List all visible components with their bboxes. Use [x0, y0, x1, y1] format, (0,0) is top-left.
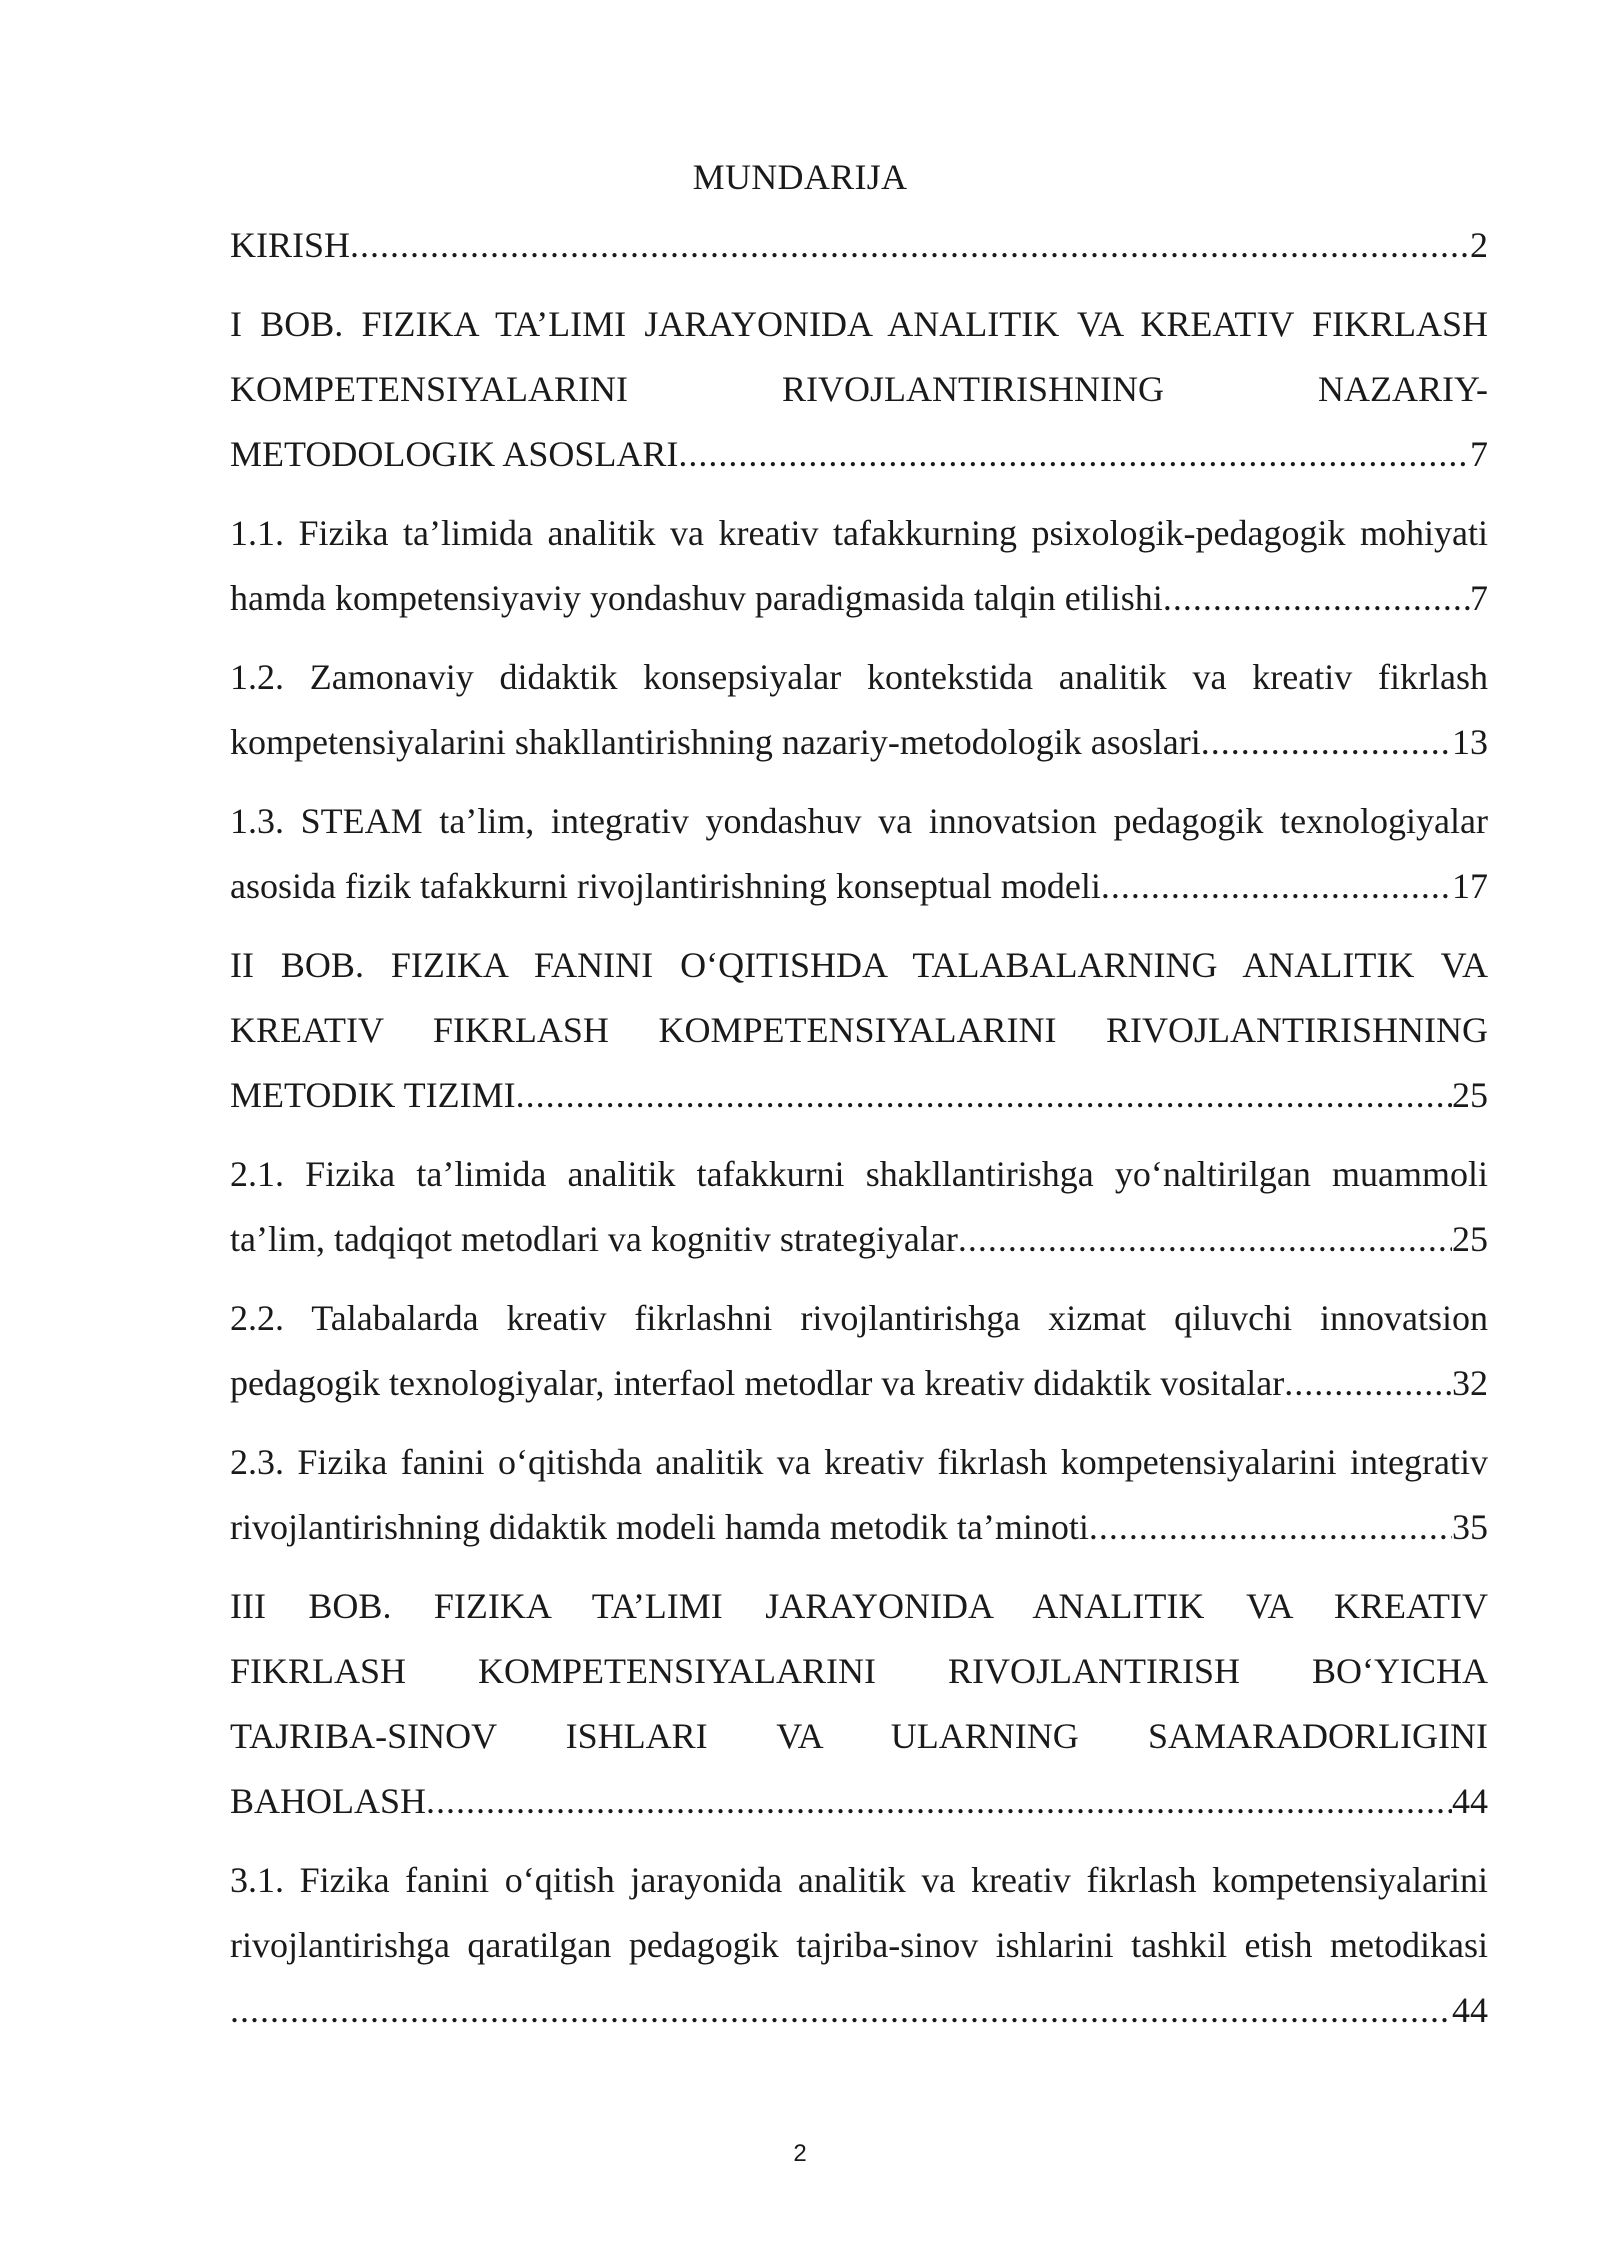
toc-entry-line: TAJRIBA-SINOV ISHLARI VA ULARNING SAMARADORLIGINI [230, 1716, 1488, 1756]
toc-entry[interactable] [230, 789, 1488, 919]
toc-entry-line: 3.1. Fizika fanini o‘qitish jarayonida analitik va kreativ fikrlash kompetensiyalarini [230, 1860, 1488, 1900]
toc-entry-line: 2.3. Fizika fanini o‘qitishda analitik va kreativ fikrlash kompetensiyalarini integrativ [230, 1442, 1488, 1482]
toc-entry-line: FIKRLASH KOMPETENSIYALARINI RIVOJLANTIRISH BO‘YICHA [230, 1651, 1488, 1691]
toc-entry[interactable] [230, 1286, 1488, 1416]
table-of-contents [230, 213, 1488, 2057]
toc-entry[interactable] [230, 1848, 1488, 2043]
toc-page-number: 17 [1452, 866, 1488, 906]
toc-leader-dots [350, 213, 1470, 278]
toc-entry-label: rivojlantirishning didaktik modeli hamda metodik ta’minoti [230, 1507, 1089, 1547]
toc-page-number: 7 [1470, 578, 1488, 618]
toc-entry[interactable] [230, 933, 1488, 1128]
toc-entry-label: asosida fizik tafakkurni rivojlantirishning konseptual modeli [230, 866, 1101, 906]
toc-entry-last-line [230, 854, 1488, 919]
toc-page-number: 35 [1452, 1507, 1488, 1547]
toc-entry-line: rivojlantirishga qaratilgan pedagogik tajriba-sinov ishlarini tashkil etish metodikasi [230, 1925, 1488, 1965]
toc-entry-label: ta’lim, tadqiqot metodlari va kognitiv strategiyalar [230, 1219, 958, 1259]
toc-entry-line: II BOB. FIZIKA FANINI O‘QITISHDA TALABALARNING ANALITIK VA [230, 945, 1488, 985]
toc-page-number: 32 [1452, 1363, 1488, 1403]
toc-entry-line: 2.1. Fizika ta’limida analitik tafakkurni shakllantirishga yo‘naltirilgan muammoli [230, 1154, 1488, 1194]
toc-entry-label: KIRISH [230, 225, 351, 265]
toc-entry-label: kompetensiyalarini shakllantirishning nazariy-metodologik asoslari [230, 722, 1201, 762]
toc-leader-dots [678, 422, 1470, 487]
toc-leader-dots [1163, 566, 1470, 631]
toc-entry-last-line [230, 710, 1488, 775]
toc-leader-dots [1284, 1351, 1452, 1416]
toc-page-number: 25 [1452, 1219, 1488, 1259]
toc-entry-last-line [230, 1978, 1488, 2043]
toc-entry-line: KOMPETENSIYALARINI RIVOJLANTIRISHNING NAZARIY- [230, 369, 1488, 409]
toc-entry-last-line [230, 1495, 1488, 1560]
toc-entry[interactable] [230, 213, 1488, 278]
toc-leader-dots [230, 1978, 1452, 2043]
toc-leader-dots [1101, 854, 1452, 919]
toc-entry-last-line [230, 422, 1488, 487]
toc-entry-label: pedagogik texnologiyalar, interfaol metodlar va kreativ didaktik vositalar [230, 1363, 1285, 1403]
toc-entry-line: 2.2. Talabalarda kreativ fikrlashni rivojlantirishga xizmat qiluvchi innovatsion [230, 1298, 1488, 1338]
toc-title: MUNDARIJA [692, 157, 908, 197]
toc-entry-last-line [230, 1351, 1488, 1416]
toc-entry-label: METODIK TIZIMI [230, 1075, 516, 1115]
toc-entry-label: hamda kompetensiyaviy yondashuv paradigmasida talqin etilishi [230, 578, 1163, 618]
toc-entry[interactable] [230, 1430, 1488, 1560]
toc-entry-last-line [230, 1063, 1488, 1128]
toc-entry-line: III BOB. FIZIKA TA’LIMI JARAYONIDA ANALITIK VA KREATIV [230, 1586, 1488, 1626]
toc-leader-dots [958, 1207, 1452, 1272]
toc-entry-last-line [230, 213, 1488, 278]
toc-entry-last-line [230, 1769, 1488, 1834]
page-number: 2 [793, 2140, 807, 2167]
toc-page-number: 44 [1452, 1990, 1488, 2030]
toc-leader-dots [516, 1063, 1452, 1128]
toc-entry[interactable] [230, 1574, 1488, 1834]
toc-page-number: 44 [1452, 1781, 1488, 1821]
toc-leader-dots [1089, 1495, 1452, 1560]
toc-entry-line: 1.2. Zamonaviy didaktik konsepsiyalar kontekstida analitik va kreativ fikrlash [230, 657, 1488, 697]
toc-leader-dots [426, 1769, 1452, 1834]
toc-entry[interactable] [230, 292, 1488, 487]
toc-page-number: 2 [1470, 225, 1488, 265]
toc-entry-label: BAHOLASH [230, 1781, 427, 1821]
toc-entry-line: KREATIV FIKRLASH KOMPETENSIYALARINI RIVOJLANTIRISHNING [230, 1010, 1488, 1050]
toc-leader-dots [1201, 710, 1452, 775]
toc-entry-last-line [230, 1207, 1488, 1272]
toc-page-number: 13 [1452, 722, 1488, 762]
toc-entry[interactable] [230, 501, 1488, 631]
toc-entry-line: I BOB. FIZIKA TA’LIMI JARAYONIDA ANALITIK VA KREATIV FIKRLASH [230, 304, 1488, 344]
toc-entry[interactable] [230, 1142, 1488, 1272]
toc-page-number: 7 [1470, 434, 1488, 474]
toc-entry-label: METODOLOGIK ASOSLARI [230, 434, 679, 474]
toc-page-number: 25 [1452, 1075, 1488, 1115]
toc-entry-last-line [230, 566, 1488, 631]
toc-entry[interactable] [230, 645, 1488, 775]
toc-entry-line: 1.3. STEAM ta’lim, integrativ yondashuv va innovatsion pedagogik texnologiyalar [230, 801, 1488, 841]
toc-entry-line: 1.1. Fizika ta’limida analitik va kreativ tafakkurning psixologik-pedagogik mohiyati [230, 513, 1488, 553]
